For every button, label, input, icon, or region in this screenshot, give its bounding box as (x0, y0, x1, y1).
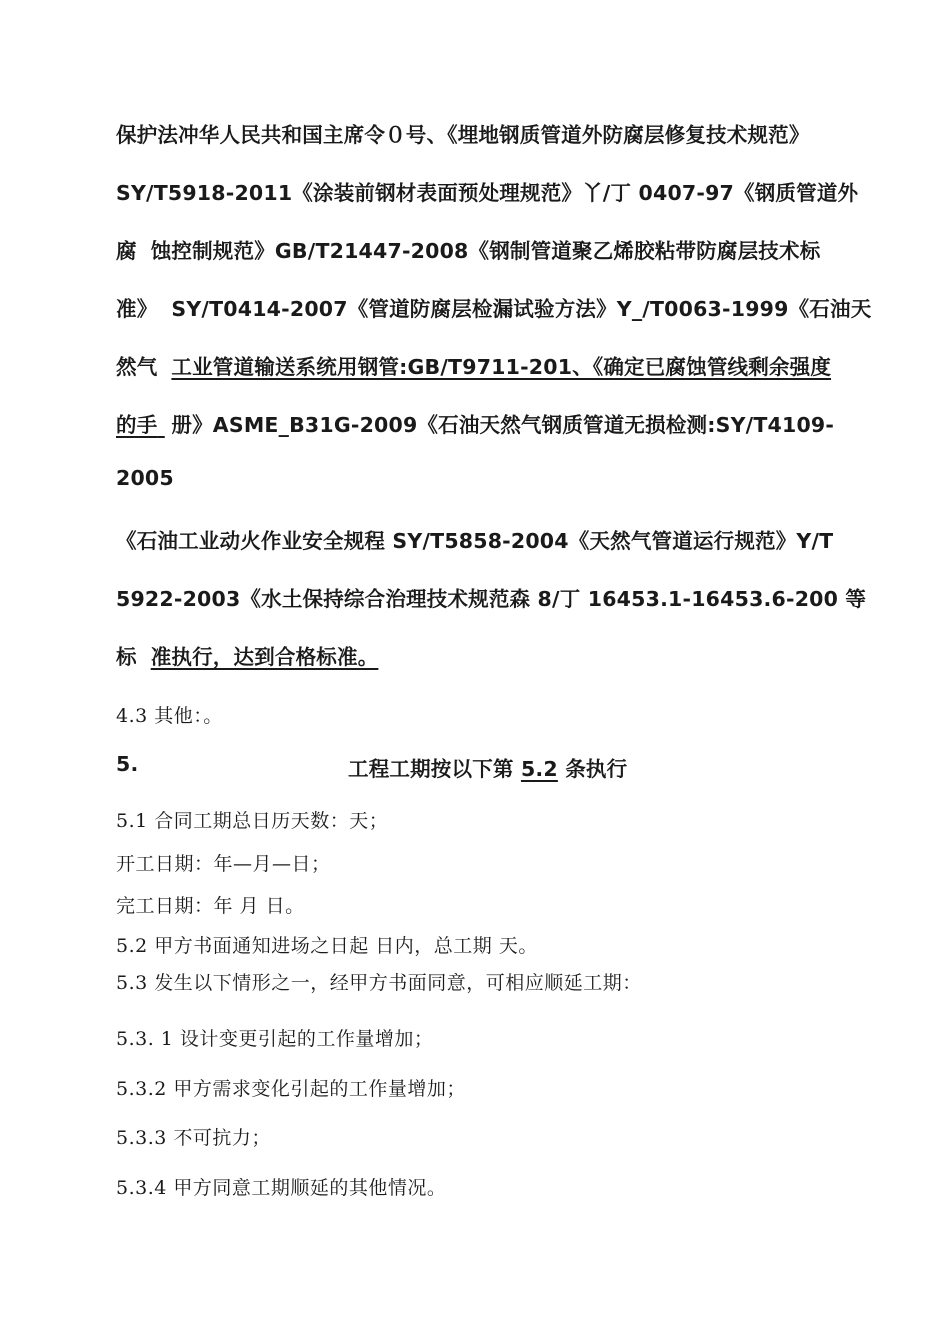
end-date-line: 完工日期：年 月 日。 (116, 895, 305, 917)
item-5-3-3: 5.3.3 不可抗力； (116, 1127, 271, 1149)
item-5-3: 5.3 发生以下情形之一，经甲方书面同意，可相应顺延工期： (116, 972, 642, 994)
item-5-1: 5.1 合同工期总日历天数：天； (116, 810, 389, 832)
standards-line-7: 2005 (116, 466, 174, 490)
standards-line-2: SY/T5918-2011《涂装前钢材表面预处理规范》丫/丁 0407-97《钢质管道外 (116, 181, 859, 205)
standards-line-6: 的手 册》ASME_B31G-2009《石油天然气钢质管道无损检测:SY/T4109- (116, 413, 835, 437)
standards-line-5: 然气 工业管道输送系统用钢管:GB/T9711-201、《确定已腐蚀管线剩余强度 (116, 355, 832, 379)
standards-line-3: 腐 蚀控制规范》GB/T21447-2008《钢制管道聚乙烯胶粘带防腐层技术标 (116, 239, 821, 263)
standards-line-10: 标 准执行，达到合格标准。 (116, 645, 379, 669)
section-title: 工程工期按以下第 5.2 条执行 (348, 757, 628, 781)
section-5-heading (116, 752, 836, 781)
standards-line-8: 《石油工业动火作业安全规程 SY/T5858-2004《天然气管道运行规范》Y/T (116, 529, 834, 553)
item-5-3-4: 5.3.4 甲方同意工期顺延的其他情况。 (116, 1177, 447, 1199)
item-5-3-1: 5.3. 1 设计变更引起的工作量增加； (116, 1028, 434, 1050)
start-date-line: 开工日期：年—月—日； (116, 853, 331, 875)
item-5-3-2: 5.3.2 甲方需求变化引起的工作量增加； (116, 1078, 466, 1100)
standards-line-1: 保护法冲华人民共和国主席令０号、《埋地钢质管道外防腐层修复技术规范》 (116, 123, 810, 147)
section-number: 5. (116, 752, 139, 776)
item-5-2: 5.2 甲方书面通知进场之日起 日内，总工期 天。 (116, 935, 538, 957)
standards-line-9: 5922-2003《水土保持综合治理技术规范森 8/丁 16453.1-16453.6-200 等 (116, 587, 867, 611)
item-4-3: 4.3 其他：。 (116, 705, 223, 727)
standards-line-4: 准》 SY/T0414-2007《管道防腐层检漏试验方法》Y_/T0063-1999《石油天 (116, 297, 872, 321)
